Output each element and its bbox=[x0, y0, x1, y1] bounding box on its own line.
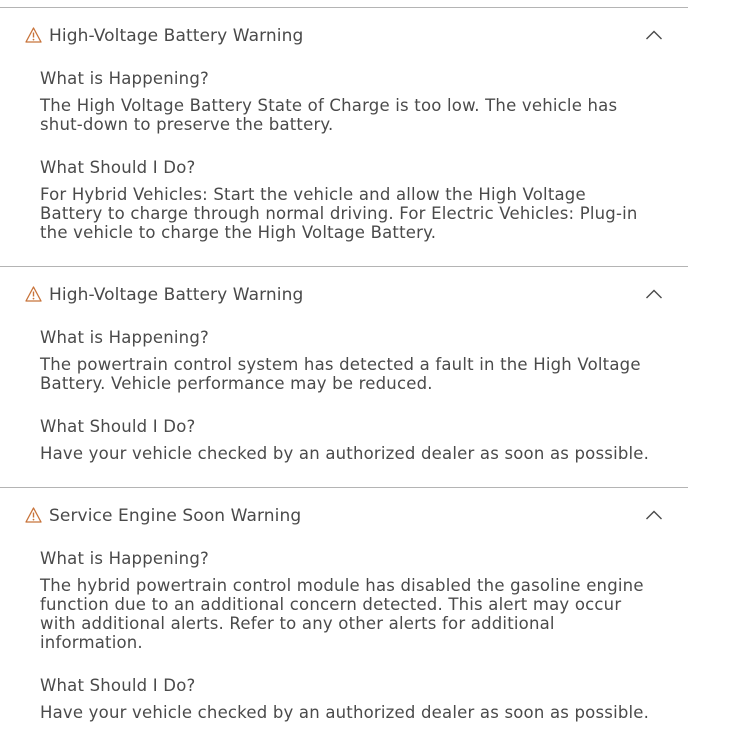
what-is-happening-label: What is Happening? bbox=[40, 328, 209, 347]
what-should-i-do-label: What Should I Do? bbox=[40, 158, 196, 177]
alert-list bbox=[0, 7, 688, 746]
alert-body bbox=[0, 528, 652, 746]
chevron-up-icon[interactable] bbox=[645, 509, 663, 521]
what-should-i-do-label: What Should I Do? bbox=[40, 417, 196, 436]
what-is-happening-text: The High Voltage Battery State of Charge is too low. The vehicle has shut-down to preserve the battery. bbox=[40, 96, 618, 134]
alert-body bbox=[0, 48, 652, 266]
alert-body bbox=[0, 307, 652, 487]
what-is-happening-label: What is Happening? bbox=[40, 549, 209, 568]
alert-item bbox=[0, 7, 688, 266]
alert-title: Service Engine Soon Warning bbox=[49, 506, 302, 526]
alert-title: High-Voltage Battery Warning bbox=[49, 285, 304, 305]
alert-item bbox=[0, 487, 688, 746]
what-is-happening-text: The powertrain control system has detected a fault in the High Voltage Battery. Vehicle performance may be reduced. bbox=[40, 355, 641, 393]
alert-title: High-Voltage Battery Warning bbox=[49, 26, 304, 46]
what-should-i-do-text: For Hybrid Vehicles: Start the vehicle and allow the High Voltage Battery to charge through normal driving. For Electric Vehicles: Plug-in the vehicle to charge the High Voltage Battery. bbox=[40, 185, 638, 242]
alert-item bbox=[0, 266, 688, 487]
alert-header-toggle[interactable] bbox=[0, 488, 688, 528]
what-should-i-do-text: Have your vehicle checked by an authorized dealer as soon as possible. bbox=[40, 703, 650, 722]
warning-triangle-icon bbox=[25, 507, 42, 523]
what-is-happening-label: What is Happening? bbox=[40, 69, 209, 88]
alert-header-toggle[interactable] bbox=[0, 8, 688, 48]
what-should-i-do-label: What Should I Do? bbox=[40, 676, 196, 695]
warning-triangle-icon bbox=[25, 27, 42, 43]
alert-header-toggle[interactable] bbox=[0, 267, 688, 307]
what-should-i-do-text: Have your vehicle checked by an authorized dealer as soon as possible. bbox=[40, 444, 650, 463]
chevron-up-icon[interactable] bbox=[645, 29, 663, 41]
warning-triangle-icon bbox=[25, 286, 42, 302]
what-is-happening-text: The hybrid powertrain control module has disabled the gasoline engine function due to an additional concern detected. This alert may occur with additional alerts. Refer to any other alerts for additional information. bbox=[40, 576, 644, 652]
chevron-up-icon[interactable] bbox=[645, 288, 663, 300]
